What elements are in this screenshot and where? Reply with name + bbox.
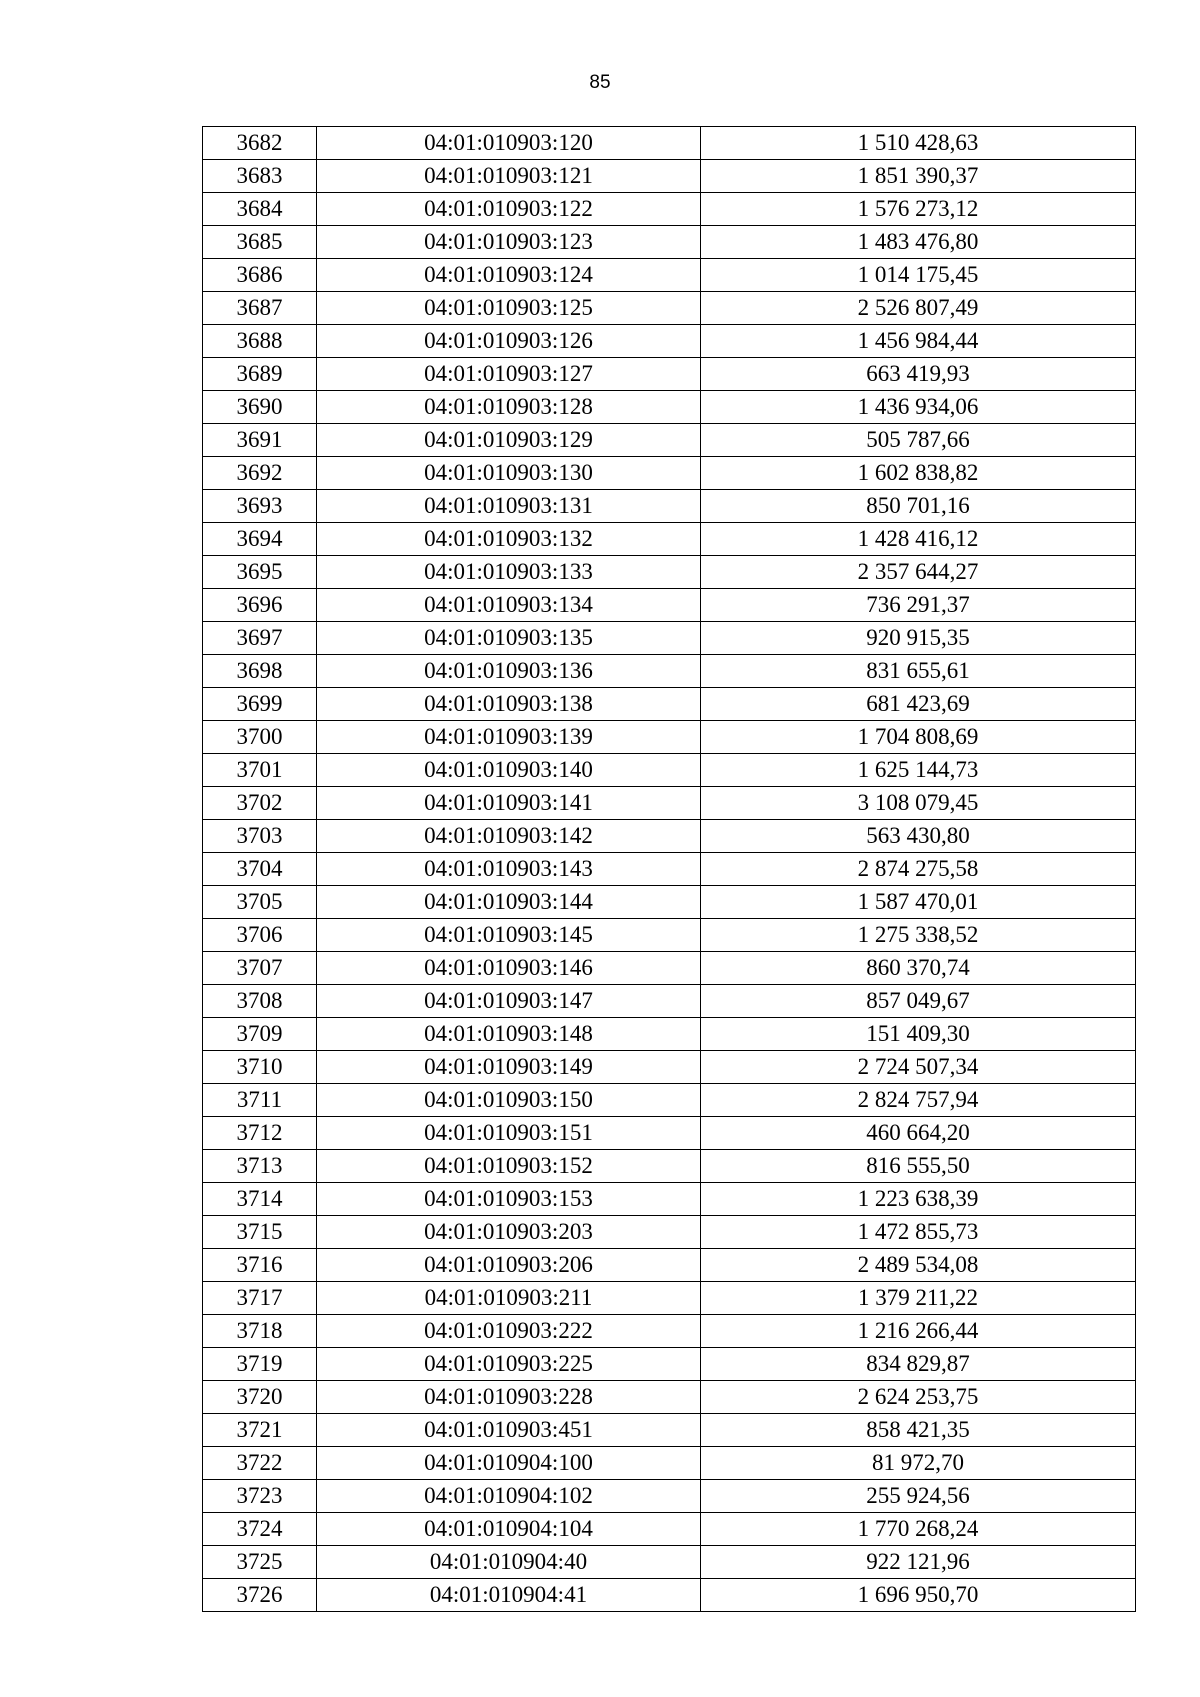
row-index-cell: 3710 (203, 1051, 317, 1084)
table-row (203, 787, 1136, 820)
cadastral-number-cell: 04:01:010904:102 (317, 1480, 701, 1513)
row-index-cell: 3683 (203, 160, 317, 193)
table-row (203, 1018, 1136, 1051)
cadastral-number-cell: 04:01:010903:150 (317, 1084, 701, 1117)
cadastral-value-cell: 681 423,69 (701, 688, 1136, 721)
table-row (203, 1150, 1136, 1183)
cadastral-number-cell: 04:01:010903:151 (317, 1117, 701, 1150)
cadastral-number-cell: 04:01:010903:148 (317, 1018, 701, 1051)
cadastral-value-cell: 2 357 644,27 (701, 556, 1136, 589)
cadastral-number-cell: 04:01:010903:225 (317, 1348, 701, 1381)
row-index-cell: 3688 (203, 325, 317, 358)
cadastral-number-cell: 04:01:010903:206 (317, 1249, 701, 1282)
cadastral-value-cell: 1 576 273,12 (701, 193, 1136, 226)
cadastral-number-cell: 04:01:010903:222 (317, 1315, 701, 1348)
row-index-cell: 3697 (203, 622, 317, 655)
cadastral-number-cell: 04:01:010904:40 (317, 1546, 701, 1579)
cadastral-number-cell: 04:01:010903:128 (317, 391, 701, 424)
table-row (203, 127, 1136, 160)
row-index-cell: 3720 (203, 1381, 317, 1414)
row-index-cell: 3689 (203, 358, 317, 391)
row-index-cell: 3691 (203, 424, 317, 457)
cadastral-number-cell: 04:01:010903:120 (317, 127, 701, 160)
cadastral-number-cell: 04:01:010903:141 (317, 787, 701, 820)
cadastral-number-cell: 04:01:010903:146 (317, 952, 701, 985)
cadastral-value-cell: 1 483 476,80 (701, 226, 1136, 259)
table-row (203, 1348, 1136, 1381)
table-row (203, 490, 1136, 523)
cadastral-number-cell: 04:01:010903:149 (317, 1051, 701, 1084)
cadastral-number-cell: 04:01:010903:228 (317, 1381, 701, 1414)
table-row (203, 688, 1136, 721)
row-index-cell: 3703 (203, 820, 317, 853)
cadastral-value-cell: 1 704 808,69 (701, 721, 1136, 754)
cadastral-number-cell: 04:01:010903:121 (317, 160, 701, 193)
cadastral-value-cell: 505 787,66 (701, 424, 1136, 457)
cadastral-value-cell: 255 924,56 (701, 1480, 1136, 1513)
table-row (203, 1579, 1136, 1612)
row-index-cell: 3695 (203, 556, 317, 589)
cadastral-value-cell: 1 428 416,12 (701, 523, 1136, 556)
table-row (203, 556, 1136, 589)
cadastral-value-cell: 2 724 507,34 (701, 1051, 1136, 1084)
table-row (203, 919, 1136, 952)
row-index-cell: 3726 (203, 1579, 317, 1612)
table-row (203, 1216, 1136, 1249)
row-index-cell: 3686 (203, 259, 317, 292)
table-row (203, 754, 1136, 787)
cadastral-number-cell: 04:01:010903:127 (317, 358, 701, 391)
page-number: 85 (589, 72, 611, 93)
table-row (203, 193, 1136, 226)
row-index-cell: 3693 (203, 490, 317, 523)
cadastral-value-cell: 1 275 338,52 (701, 919, 1136, 952)
cadastral-value-cell: 2 824 757,94 (701, 1084, 1136, 1117)
cadastral-number-cell: 04:01:010903:135 (317, 622, 701, 655)
table-row (203, 1183, 1136, 1216)
cadastral-number-cell: 04:01:010903:133 (317, 556, 701, 589)
cadastral-value-cell: 850 701,16 (701, 490, 1136, 523)
row-index-cell: 3692 (203, 457, 317, 490)
table-row (203, 1051, 1136, 1084)
cadastral-number-cell: 04:01:010903:130 (317, 457, 701, 490)
table-body (203, 127, 1136, 1612)
table-row (203, 457, 1136, 490)
cadastral-value-table (202, 126, 1136, 1612)
table-row (203, 1546, 1136, 1579)
table-row (203, 721, 1136, 754)
row-index-cell: 3699 (203, 688, 317, 721)
cadastral-value-cell: 3 108 079,45 (701, 787, 1136, 820)
table-row (203, 655, 1136, 688)
cadastral-value-cell: 1 216 266,44 (701, 1315, 1136, 1348)
cadastral-value-cell: 2 526 807,49 (701, 292, 1136, 325)
row-index-cell: 3714 (203, 1183, 317, 1216)
row-index-cell: 3715 (203, 1216, 317, 1249)
cadastral-value-cell: 1 770 268,24 (701, 1513, 1136, 1546)
cadastral-number-cell: 04:01:010903:136 (317, 655, 701, 688)
table-row (203, 424, 1136, 457)
row-index-cell: 3707 (203, 952, 317, 985)
cadastral-number-cell: 04:01:010903:144 (317, 886, 701, 919)
table-row (203, 820, 1136, 853)
cadastral-number-cell: 04:01:010903:124 (317, 259, 701, 292)
cadastral-value-cell: 151 409,30 (701, 1018, 1136, 1051)
table-row (203, 325, 1136, 358)
row-index-cell: 3712 (203, 1117, 317, 1150)
cadastral-value-cell: 1 587 470,01 (701, 886, 1136, 919)
table-row (203, 1084, 1136, 1117)
cadastral-value-cell: 2 874 275,58 (701, 853, 1136, 886)
table-row (203, 952, 1136, 985)
table-row (203, 886, 1136, 919)
cadastral-value-cell: 857 049,67 (701, 985, 1136, 1018)
cadastral-value-cell: 920 915,35 (701, 622, 1136, 655)
row-index-cell: 3723 (203, 1480, 317, 1513)
cadastral-number-cell: 04:01:010903:152 (317, 1150, 701, 1183)
cadastral-number-cell: 04:01:010903:203 (317, 1216, 701, 1249)
cadastral-value-cell: 1 436 934,06 (701, 391, 1136, 424)
row-index-cell: 3716 (203, 1249, 317, 1282)
row-index-cell: 3701 (203, 754, 317, 787)
table-row (203, 1414, 1136, 1447)
cadastral-number-cell: 04:01:010904:41 (317, 1579, 701, 1612)
table-row (203, 1513, 1136, 1546)
row-index-cell: 3687 (203, 292, 317, 325)
cadastral-value-cell: 1 472 855,73 (701, 1216, 1136, 1249)
row-index-cell: 3705 (203, 886, 317, 919)
table-row (203, 1315, 1136, 1348)
row-index-cell: 3708 (203, 985, 317, 1018)
cadastral-number-cell: 04:01:010903:125 (317, 292, 701, 325)
cadastral-value-cell: 1 223 638,39 (701, 1183, 1136, 1216)
cadastral-value-cell: 460 664,20 (701, 1117, 1136, 1150)
row-index-cell: 3682 (203, 127, 317, 160)
cadastral-number-cell: 04:01:010903:143 (317, 853, 701, 886)
cadastral-value-cell: 1 379 211,22 (701, 1282, 1136, 1315)
table-row (203, 391, 1136, 424)
cadastral-value-cell: 1 696 950,70 (701, 1579, 1136, 1612)
table-row (203, 1447, 1136, 1480)
cadastral-value-cell: 1 625 144,73 (701, 754, 1136, 787)
table-row (203, 589, 1136, 622)
table-row (203, 853, 1136, 886)
cadastral-number-cell: 04:01:010903:211 (317, 1282, 701, 1315)
table-row (203, 292, 1136, 325)
cadastral-number-cell: 04:01:010903:126 (317, 325, 701, 358)
table-row (203, 1480, 1136, 1513)
table-row (203, 523, 1136, 556)
cadastral-value-cell: 1 602 838,82 (701, 457, 1136, 490)
row-index-cell: 3684 (203, 193, 317, 226)
cadastral-number-cell: 04:01:010904:104 (317, 1513, 701, 1546)
cadastral-number-cell: 04:01:010903:451 (317, 1414, 701, 1447)
row-index-cell: 3709 (203, 1018, 317, 1051)
row-index-cell: 3713 (203, 1150, 317, 1183)
row-index-cell: 3725 (203, 1546, 317, 1579)
cadastral-value-cell: 1 014 175,45 (701, 259, 1136, 292)
row-index-cell: 3700 (203, 721, 317, 754)
cadastral-value-cell: 2 624 253,75 (701, 1381, 1136, 1414)
row-index-cell: 3696 (203, 589, 317, 622)
cadastral-number-cell: 04:01:010903:129 (317, 424, 701, 457)
cadastral-number-cell: 04:01:010904:100 (317, 1447, 701, 1480)
cadastral-value-cell: 831 655,61 (701, 655, 1136, 688)
cadastral-number-cell: 04:01:010903:153 (317, 1183, 701, 1216)
row-index-cell: 3722 (203, 1447, 317, 1480)
table-row (203, 1249, 1136, 1282)
cadastral-number-cell: 04:01:010903:138 (317, 688, 701, 721)
cadastral-number-cell: 04:01:010903:123 (317, 226, 701, 259)
cadastral-value-cell: 922 121,96 (701, 1546, 1136, 1579)
cadastral-number-cell: 04:01:010903:147 (317, 985, 701, 1018)
table-row (203, 1282, 1136, 1315)
cadastral-number-cell: 04:01:010903:131 (317, 490, 701, 523)
cadastral-value-cell: 1 456 984,44 (701, 325, 1136, 358)
cadastral-number-cell: 04:01:010903:142 (317, 820, 701, 853)
table-row (203, 1117, 1136, 1150)
cadastral-value-cell: 563 430,80 (701, 820, 1136, 853)
cadastral-value-cell: 1 510 428,63 (701, 127, 1136, 160)
cadastral-number-cell: 04:01:010903:122 (317, 193, 701, 226)
table-row (203, 1381, 1136, 1414)
cadastral-value-cell: 81 972,70 (701, 1447, 1136, 1480)
cadastral-number-cell: 04:01:010903:132 (317, 523, 701, 556)
table-row (203, 226, 1136, 259)
row-index-cell: 3711 (203, 1084, 317, 1117)
row-index-cell: 3702 (203, 787, 317, 820)
row-index-cell: 3704 (203, 853, 317, 886)
cadastral-value-cell: 663 419,93 (701, 358, 1136, 391)
cadastral-value-cell: 2 489 534,08 (701, 1249, 1136, 1282)
table-row (203, 259, 1136, 292)
table-row (203, 985, 1136, 1018)
cadastral-value-cell: 816 555,50 (701, 1150, 1136, 1183)
row-index-cell: 3698 (203, 655, 317, 688)
row-index-cell: 3706 (203, 919, 317, 952)
row-index-cell: 3719 (203, 1348, 317, 1381)
cadastral-number-cell: 04:01:010903:140 (317, 754, 701, 787)
row-index-cell: 3694 (203, 523, 317, 556)
table-row (203, 160, 1136, 193)
cadastral-value-cell: 860 370,74 (701, 952, 1136, 985)
cadastral-value-cell: 858 421,35 (701, 1414, 1136, 1447)
cadastral-value-cell: 834 829,87 (701, 1348, 1136, 1381)
row-index-cell: 3685 (203, 226, 317, 259)
cadastral-number-cell: 04:01:010903:145 (317, 919, 701, 952)
row-index-cell: 3690 (203, 391, 317, 424)
row-index-cell: 3717 (203, 1282, 317, 1315)
row-index-cell: 3721 (203, 1414, 317, 1447)
table-row (203, 622, 1136, 655)
cadastral-value-cell: 736 291,37 (701, 589, 1136, 622)
cadastral-number-cell: 04:01:010903:139 (317, 721, 701, 754)
table-row (203, 358, 1136, 391)
cadastral-number-cell: 04:01:010903:134 (317, 589, 701, 622)
cadastral-value-cell: 1 851 390,37 (701, 160, 1136, 193)
row-index-cell: 3724 (203, 1513, 317, 1546)
row-index-cell: 3718 (203, 1315, 317, 1348)
